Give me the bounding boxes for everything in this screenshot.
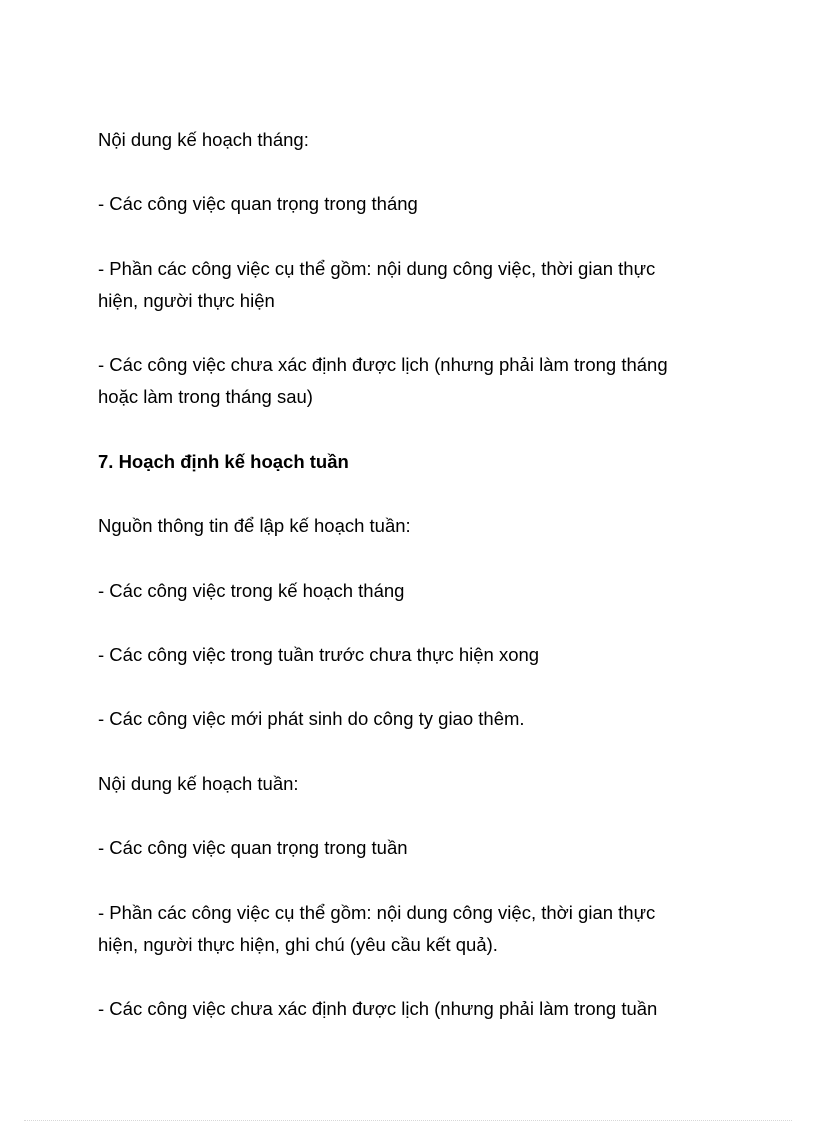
list-item: - Các công việc trong kế hoạch tháng	[98, 580, 405, 601]
list-item-continuation: hoặc làm trong tháng sau)	[98, 386, 313, 407]
list-item: - Phần các công việc cụ thể gồm: nội dung công việc, thời gian thực	[98, 258, 656, 279]
list-item: - Các công việc mới phát sinh do công ty giao thêm.	[98, 708, 525, 729]
list-item: - Các công việc quan trọng trong tháng	[98, 193, 418, 214]
list-item-continuation: hiện, người thực hiện, ghi chú (yêu cầu kết quả).	[98, 934, 498, 955]
list-item: - Các công việc trong tuần trước chưa thực hiện xong	[98, 644, 540, 665]
section-heading: 7. Hoạch định kế hoạch tuần	[98, 451, 349, 472]
paragraph-weekly-plan-heading: Nội dung kế hoạch tuần:	[98, 773, 299, 794]
list-item: - Các công việc chưa xác định được lịch (nhưng phải làm trong tuần	[98, 998, 658, 1019]
list-item: - Các công việc chưa xác định được lịch (nhưng phải làm trong tháng	[98, 354, 668, 375]
paragraph-weekly-sources: Nguồn thông tin để lập kế hoạch tuần:	[98, 515, 411, 536]
page-bottom-divider	[24, 1120, 792, 1121]
paragraph-monthly-plan-heading: Nội dung kế hoạch tháng:	[98, 129, 309, 150]
list-item-continuation: hiện, người thực hiện	[98, 290, 275, 311]
list-item: - Phần các công việc cụ thể gồm: nội dung công việc, thời gian thực	[98, 902, 656, 923]
list-item: - Các công việc quan trọng trong tuần	[98, 837, 408, 858]
